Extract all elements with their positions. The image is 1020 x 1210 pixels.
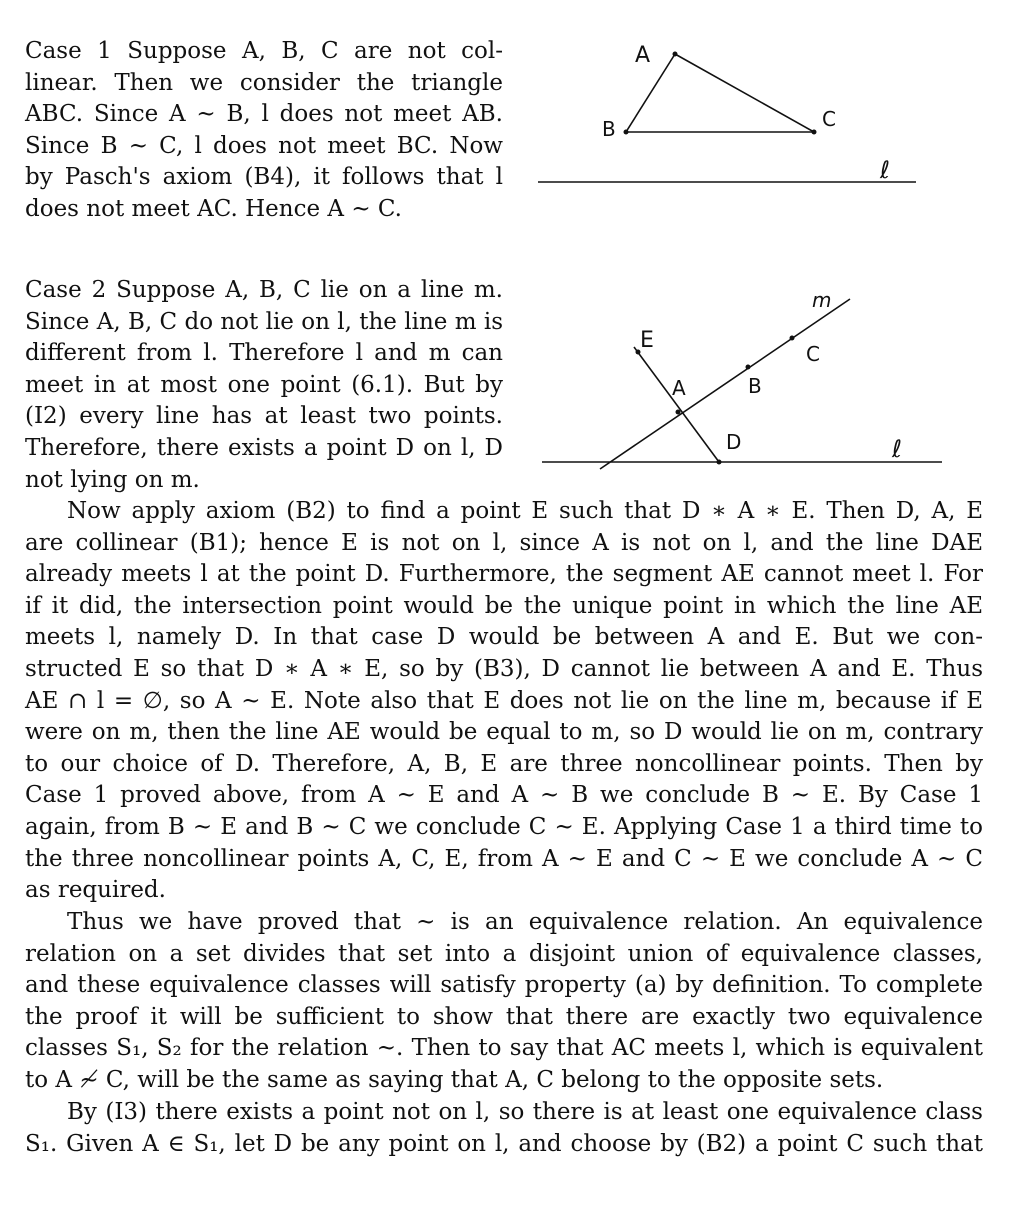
text-line: Now apply axiom (B2) to find a point E such that D ∗ A ∗ E. Then D, A, E: [67, 498, 983, 524]
case2-line: Case 2 Suppose A, B, C lie on a line m.: [25, 277, 503, 303]
case2-line: (I2) every line has at least two points.: [25, 403, 503, 430]
text-line: again, from B ~ E and B ~ C we conclude C ~ E. Applying Case 1 a third time to: [25, 813, 983, 840]
case1-line: by Pasch's axiom (B4), it follows that l: [25, 164, 503, 191]
label-d: D: [726, 430, 742, 454]
case1-line: Since B ~ C, l does not meet BC. Now: [25, 132, 503, 159]
point-c: [812, 130, 817, 135]
case2-line: not lying on m.: [25, 466, 200, 493]
text-line: to our choice of D. Therefore, A, B, E are three noncollinear points. Then by: [25, 750, 983, 777]
label-m: m: [812, 288, 832, 312]
text-line: structed E so that D ∗ A ∗ E, so by (B3), D cannot lie between A and E. Thus: [25, 655, 983, 682]
text-line: the proof it will be sufficient to show that there are exactly two equivalence: [25, 1003, 983, 1030]
point-a: [673, 52, 678, 57]
label-c: C: [806, 342, 820, 366]
case2-line: Therefore, there exists a point D on l, D: [25, 434, 503, 461]
point-d: [717, 460, 722, 465]
text-line: to A ≁ C, will be the same as saying that A, C belong to the opposite sets.: [25, 1066, 884, 1093]
text-line: AE ∩ l = ∅, so A ~ E. Note also that E does not lie on the line m, because if E: [25, 687, 983, 714]
text-line: classes S₁, S₂ for the relation ~. Then to say that AC meets l, which is equivalent: [25, 1035, 983, 1062]
figure-triangle: [530, 30, 930, 200]
label-l: ℓ: [892, 435, 902, 463]
figure-collinear: [530, 285, 950, 485]
case1-line: does not meet AC. Hence A ~ C.: [25, 195, 402, 222]
text-line: were on m, then the line AE would be equal to m, so D would lie on m, contrary: [25, 719, 983, 746]
point-b: [746, 365, 751, 370]
label-l: ℓ: [880, 156, 890, 184]
case1-line: ABC. Since A ~ B, l does not meet AB.: [25, 101, 503, 128]
segment-ab: [626, 54, 675, 132]
line-ed: [634, 347, 719, 462]
label-a: A: [672, 376, 686, 400]
label-a: A: [635, 43, 651, 68]
line-m: [600, 299, 850, 469]
paragraph-classes: [25, 1097, 983, 1160]
label-b: B: [602, 117, 616, 141]
text-line: By (I3) there exists a point not on l, so there is at least one equivalence class: [67, 1099, 983, 1125]
case1-line: linear. Then we consider the triangle: [25, 69, 503, 96]
case2-line: meet in at most one point (6.1). But by: [25, 371, 503, 398]
text-line: meets l, namely D. In that case D would be between A and E. But we con-: [25, 624, 983, 651]
paragraph-equivalence: [25, 907, 983, 1097]
point-b: [624, 130, 629, 135]
text-line: as required.: [25, 877, 166, 904]
text-line: and these equivalence classes will satisfy property (a) by definition. To complete: [25, 972, 983, 999]
segment-ac: [675, 54, 814, 132]
label-b: B: [748, 374, 762, 398]
point-c: [790, 336, 795, 341]
label-c: C: [822, 107, 836, 131]
case1-text: [25, 36, 503, 226]
text-line: already meets l at the point D. Furthermore, the segment AE cannot meet l. For: [25, 561, 983, 588]
point-a: [676, 410, 681, 415]
text-line: the three noncollinear points A, C, E, from A ~ E and C ~ E we conclude A ~ C: [25, 845, 983, 872]
text-line: are collinear (B1); hence E is not on l, since A is not on l, and the line DAE: [25, 529, 983, 556]
case2-line: Since A, B, C do not lie on l, the line m is: [25, 308, 503, 335]
text-line: relation on a set divides that set into a disjoint union of equivalence classes,: [25, 940, 983, 967]
text-line: if it did, the intersection point would be the unique point in which the line AE: [25, 592, 983, 619]
case1-line: Case 1 Suppose A, B, C are not col-: [25, 38, 503, 64]
text-line: S₁. Given A ∈ S₁, let D be any point on l, and choose by (B2) a point C such that: [25, 1130, 983, 1157]
paragraph-main-proof: [25, 496, 983, 907]
text-line: Case 1 proved above, from A ~ E and A ~ B we conclude B ~ E. By Case 1: [25, 782, 983, 809]
case2-line: different from l. Therefore l and m can: [25, 340, 503, 367]
case2-text: [25, 275, 503, 496]
text-line: Thus we have proved that ~ is an equivalence relation. An equivalence: [67, 909, 983, 935]
label-e: E: [640, 328, 654, 353]
